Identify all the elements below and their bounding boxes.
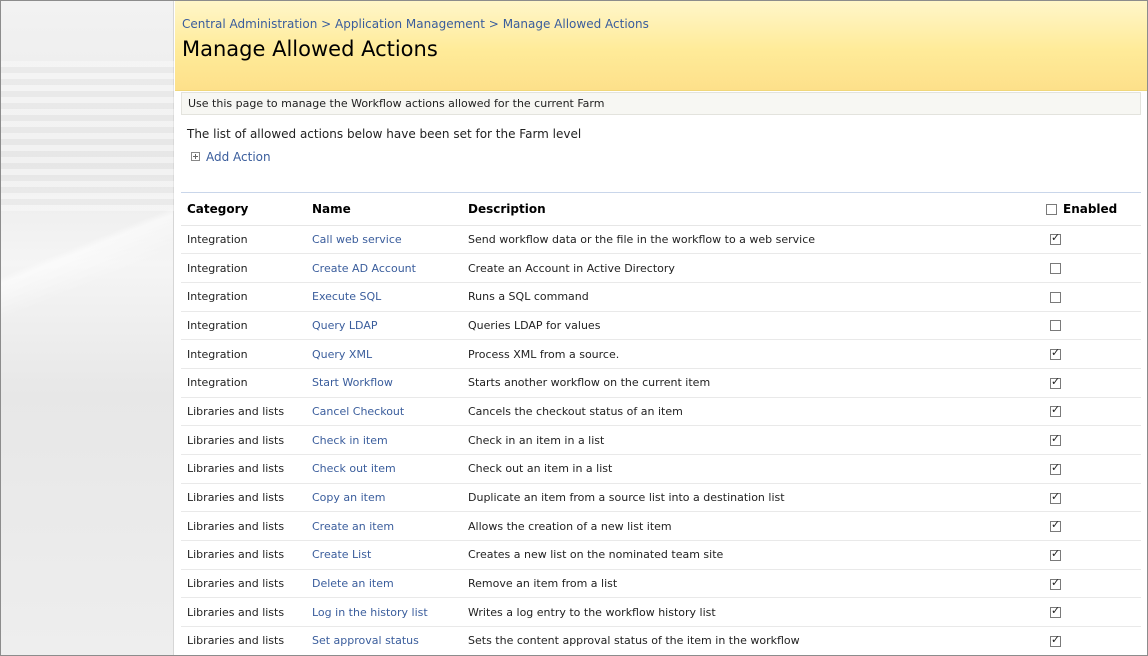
row-enabled-cell [1042, 368, 1141, 397]
enabled-checkbox[interactable] [1050, 607, 1061, 618]
enabled-checkbox[interactable] [1050, 263, 1061, 274]
enabled-checkbox[interactable] [1050, 493, 1061, 504]
row-description: Check in an item in a list [462, 426, 1042, 455]
enabled-checkbox[interactable] [1050, 349, 1061, 360]
breadcrumb [182, 17, 649, 31]
breadcrumb-application-management[interactable]: Application Management [335, 17, 485, 31]
row-description: Check out an item in a list [462, 455, 1042, 484]
table-row [181, 512, 1141, 541]
enabled-checkbox[interactable] [1050, 320, 1061, 331]
left-navigation-panel [1, 1, 174, 656]
row-action-name-link[interactable]: Set approval status [306, 627, 462, 656]
header-enabled [1042, 193, 1141, 225]
row-category: Libraries and lists [181, 426, 306, 455]
header-name[interactable]: Name [306, 193, 462, 225]
row-category: Libraries and lists [181, 541, 306, 570]
table-row [181, 627, 1141, 656]
breadcrumb-separator: > [488, 17, 499, 31]
enabled-checkbox[interactable] [1050, 406, 1061, 417]
row-description: Duplicate an item from a source list into a destination list [462, 483, 1042, 512]
enabled-checkbox[interactable] [1050, 636, 1061, 647]
enabled-checkbox[interactable] [1050, 521, 1061, 532]
enabled-checkbox[interactable] [1050, 579, 1061, 590]
row-description: Remove an item from a list [462, 569, 1042, 598]
row-category: Integration [181, 311, 306, 340]
row-enabled-cell [1042, 426, 1141, 455]
row-enabled-cell [1042, 483, 1141, 512]
enabled-checkbox[interactable] [1050, 464, 1061, 475]
row-enabled-cell [1042, 397, 1141, 426]
row-description: Process XML from a source. [462, 340, 1042, 369]
row-category: Libraries and lists [181, 483, 306, 512]
row-description: Creates a new list on the nominated team site [462, 541, 1042, 570]
row-action-name-link[interactable]: Create an item [306, 512, 462, 541]
row-action-name-link[interactable]: Check out item [306, 455, 462, 484]
table-row [181, 368, 1141, 397]
row-enabled-cell [1042, 598, 1141, 627]
row-action-name-link[interactable]: Query LDAP [306, 311, 462, 340]
row-enabled-cell [1042, 282, 1141, 311]
table-row [181, 311, 1141, 340]
row-action-name-link[interactable]: Create AD Account [306, 254, 462, 283]
table-row [181, 541, 1141, 570]
row-description: Send workflow data or the file in the workflow to a web service [462, 225, 1042, 254]
plus-box-icon [191, 152, 200, 161]
title-area [175, 1, 1148, 91]
row-description: Runs a SQL command [462, 282, 1042, 311]
add-action-label: Add Action [206, 150, 271, 164]
table-row [181, 254, 1141, 283]
enabled-checkbox[interactable] [1050, 550, 1061, 561]
row-category: Libraries and lists [181, 512, 306, 541]
enabled-checkbox[interactable] [1050, 435, 1061, 446]
row-action-name-link[interactable]: Delete an item [306, 569, 462, 598]
row-action-name-link[interactable]: Log in the history list [306, 598, 462, 627]
enabled-checkbox[interactable] [1050, 378, 1061, 389]
table-row [181, 483, 1141, 512]
table-row [181, 225, 1141, 254]
row-category: Integration [181, 368, 306, 397]
row-action-name-link[interactable]: Create List [306, 541, 462, 570]
farm-level-note: The list of allowed actions below have been set for the Farm level [187, 127, 582, 141]
row-enabled-cell [1042, 627, 1141, 656]
table-row [181, 426, 1141, 455]
page-title: Manage Allowed Actions [182, 37, 438, 61]
breadcrumb-central-administration[interactable]: Central Administration [182, 17, 318, 31]
breadcrumb-current-page: Manage Allowed Actions [502, 17, 649, 31]
row-action-name-link[interactable]: Start Workflow [306, 368, 462, 397]
row-description: Allows the creation of a new list item [462, 512, 1042, 541]
header-description[interactable]: Description [462, 193, 1042, 225]
enabled-checkbox[interactable] [1050, 234, 1061, 245]
select-all-checkbox[interactable] [1046, 204, 1057, 215]
table-row [181, 340, 1141, 369]
row-enabled-cell [1042, 512, 1141, 541]
row-category: Libraries and lists [181, 569, 306, 598]
row-enabled-cell [1042, 569, 1141, 598]
row-category: Libraries and lists [181, 455, 306, 484]
row-enabled-cell [1042, 340, 1141, 369]
row-action-name-link[interactable]: Execute SQL [306, 282, 462, 311]
row-category: Libraries and lists [181, 397, 306, 426]
row-action-name-link[interactable]: Check in item [306, 426, 462, 455]
row-description: Writes a log entry to the workflow history list [462, 598, 1042, 627]
row-action-name-link[interactable]: Copy an item [306, 483, 462, 512]
row-category: Integration [181, 282, 306, 311]
row-enabled-cell [1042, 225, 1141, 254]
add-action-link[interactable] [191, 150, 271, 164]
row-enabled-cell [1042, 455, 1141, 484]
row-description: Create an Account in Active Directory [462, 254, 1042, 283]
allowed-actions-table [181, 193, 1141, 656]
row-category: Libraries and lists [181, 627, 306, 656]
row-description: Queries LDAP for values [462, 311, 1042, 340]
row-category: Libraries and lists [181, 598, 306, 627]
row-enabled-cell [1042, 254, 1141, 283]
header-enabled-label: Enabled [1063, 202, 1118, 216]
allowed-actions-table-wrapper [181, 192, 1141, 656]
table-row [181, 569, 1141, 598]
table-row [181, 282, 1141, 311]
row-enabled-cell [1042, 541, 1141, 570]
table-header-row [181, 193, 1141, 225]
row-action-name-link[interactable]: Call web service [306, 225, 462, 254]
page-description: Use this page to manage the Workflow actions allowed for the current Farm [181, 92, 1141, 115]
row-category: Integration [181, 254, 306, 283]
breadcrumb-separator: > [321, 17, 332, 31]
row-category: Integration [181, 225, 306, 254]
enabled-checkbox[interactable] [1050, 292, 1061, 303]
table-row [181, 397, 1141, 426]
table-row [181, 455, 1141, 484]
row-description: Sets the content approval status of the item in the workflow [462, 627, 1042, 656]
table-row [181, 598, 1141, 627]
row-category: Integration [181, 340, 306, 369]
header-category[interactable]: Category [181, 193, 306, 225]
row-description: Starts another workflow on the current item [462, 368, 1042, 397]
row-enabled-cell [1042, 311, 1141, 340]
row-description: Cancels the checkout status of an item [462, 397, 1042, 426]
row-action-name-link[interactable]: Query XML [306, 340, 462, 369]
row-action-name-link[interactable]: Cancel Checkout [306, 397, 462, 426]
